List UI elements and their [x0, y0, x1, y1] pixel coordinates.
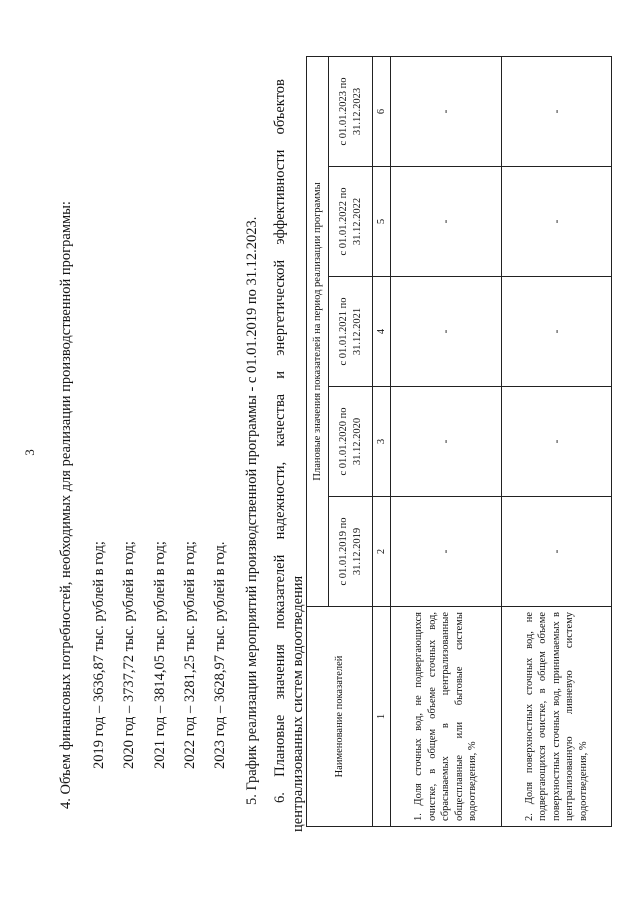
period-cell: с 01.01.2022 по 31.12.2022 [329, 167, 373, 277]
table-row [391, 56, 501, 826]
col-number: 2 [373, 497, 391, 607]
section6-word: показателей [272, 554, 288, 629]
finance-2023: 2023 год – 3628,97 тыс. рублей в год. [212, 541, 228, 769]
header-name-cell: Наименование показателей [307, 607, 373, 827]
col-number: 4 [373, 277, 391, 387]
section6-word: и [272, 370, 288, 379]
finance-2021: 2021 год – 3814,05 тыс. рублей в год; [152, 541, 168, 769]
indicator-value: - [501, 56, 611, 166]
period-cell: с 01.01.2019 по 31.12.2019 [329, 497, 373, 607]
section6-word: Плановые [272, 714, 288, 777]
section4-title: 4. Объем финансовых потребностей, необходимых для реализации производственной программы: [58, 201, 74, 809]
section6-word: значения [272, 644, 288, 700]
col-number: 5 [373, 167, 391, 277]
table-row [501, 56, 611, 826]
section6-word: надежности, [272, 461, 288, 540]
finance-2019: 2019 год – 3636,87 тыс. рублей в год; [91, 541, 107, 769]
col-number: 6 [373, 56, 391, 166]
indicator-value: - [391, 277, 501, 387]
indicators-table [306, 56, 612, 827]
period-cell: с 01.01.2020 по 31.12.2020 [329, 387, 373, 497]
indicator-value: - [501, 167, 611, 277]
indicator-name: 2. Доля поверхностных сточных вод, не подвергающихся очистке, в общем объеме поверхностных сточных вод, принимаемых в централизованную ливневую систему водоотведения, % [501, 607, 611, 827]
header-group-cell: Плановые значения показателей на период реализации программы [307, 56, 329, 606]
indicator-value: - [501, 387, 611, 497]
section5-title: 5. График реализации мероприятий производственной программы - с 01.01.2019 по 31.12.2023. [244, 216, 260, 805]
table-header-row [307, 56, 329, 826]
indicator-value: - [391, 167, 501, 277]
section6-title [272, 79, 289, 803]
indicator-value: - [391, 497, 501, 607]
page-number: 3 [22, 449, 37, 456]
section6-title-line2: централизованных систем водоотведения [290, 575, 306, 832]
indicator-value: - [501, 277, 611, 387]
section6-word: энергетической [272, 259, 288, 356]
indicator-value: - [501, 497, 611, 607]
table-number-row [373, 56, 391, 826]
col-number: 1 [373, 607, 391, 827]
finance-2022: 2022 год – 3281,25 тыс. рублей в год; [182, 541, 198, 769]
period-cell: с 01.01.2023 по 31.12.2023 [329, 56, 373, 166]
section6-word: эффективности [272, 149, 288, 245]
indicator-value: - [391, 387, 501, 497]
period-cell: с 01.01.2021 по 31.12.2021 [329, 277, 373, 387]
section6-word: 6. [272, 792, 288, 803]
indicator-name: 1. Доля сточных вод, не подвергающихся очистке, в общем объеме сточных вод, сбрасываемых в централизованные общесплавные или бытовые системы водоотведения, % [391, 607, 501, 827]
finance-2020: 2020 год – 3737,72 тыс. рублей в год; [121, 541, 137, 769]
col-number: 3 [373, 387, 391, 497]
indicator-value: - [391, 56, 501, 166]
section6-word: объектов [272, 79, 288, 135]
section6-word: качества [272, 393, 288, 447]
